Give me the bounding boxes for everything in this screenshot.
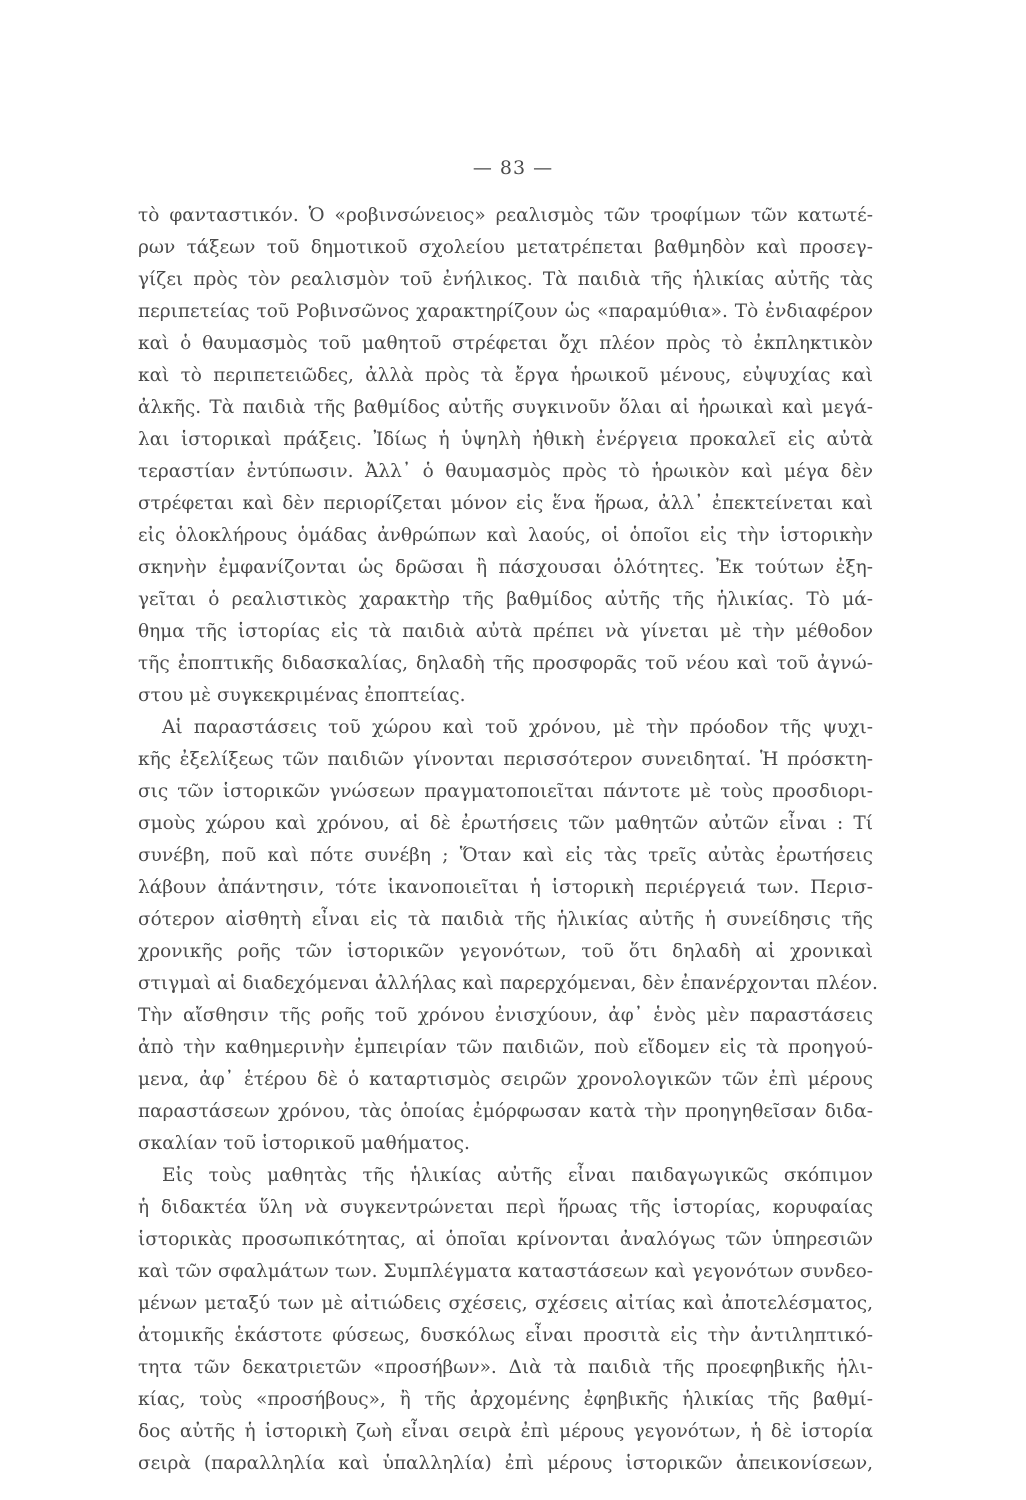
text-line: κίας, τοὺς «προσήβους», ἢ τῆς ἀρχομένης ἐφηβικῆς ἡλικίας τῆς βαθμί- [138,1389,873,1410]
text-line: θημα τῆς ἱστορίας εἰς τὰ παιδιὰ αὐτὰ πρέπει νὰ γίνεται μὲ τὴν μέθοδον [138,621,873,642]
text-line: Αἱ παραστάσεις τοῦ χώρου καὶ τοῦ χρόνου, μὲ τὴν πρόοδον τῆς ψυχι- [162,717,873,738]
text-line: σις τῶν ἱστορικῶν γνώσεων πραγματοποιεῖται πάντοτε μὲ τοὺς προσδιορι- [138,781,873,802]
text-line: τητα τῶν δεκατριετῶν «προσήβων». Διὰ τὰ παιδιὰ τῆς προεφηβικῆς ἡλι- [138,1357,873,1378]
text-line: σκαλίαν τοῦ ἱστορικοῦ μαθήματος. [138,1133,470,1154]
text-line: ἱστορικὰς προσωπικότητας, αἱ ὁποῖαι κρίνονται ἀναλόγως τῶν ὑπηρεσιῶν [138,1229,873,1250]
text-line: στρέφεται καὶ δὲν περιορίζεται μόνον εἰς ἕνα ἥρωα, ἀλλ᾽ ἐπεκτείνεται καὶ [138,493,873,514]
text-line: σότερον αἰσθητὴ εἶναι εἰς τὰ παιδιὰ τῆς ἡλικίας αὐτῆς ἡ συνείδησις τῆς [138,909,873,930]
page-number: — 83 — [472,157,554,179]
text-line: Τὴν αἴσθησιν τῆς ροῆς τοῦ χρόνου ἐνισχύουν, ἀφ᾽ ἑνὸς μὲν παραστάσεις [138,1005,873,1026]
text-line: εἰς ὁλοκλήρους ὁμάδας ἀνθρώπων καὶ λαούς, οἱ ὁποῖοι εἰς τὴν ἱστορικὴν [138,525,873,546]
text-line: δος αὐτῆς ἡ ἱστορικὴ ζωὴ εἶναι σειρὰ ἐπὶ μέρους γεγονότων, ἡ δὲ ἱστορία [138,1421,873,1442]
text-line: παραστάσεων χρόνου, τὰς ὁποίας ἐμόρφωσαν κατὰ τὴν προηγηθεῖσαν διδα- [138,1101,873,1122]
text-line: ἀτομικῆς ἑκάστοτε φύσεως, δυσκόλως εἶναι προσιτὰ εἰς τὴν ἀντιληπτικό- [138,1325,873,1346]
text-line: ἡ διδακτέα ὕλη νὰ συγκεντρώνεται περὶ ἥρωας τῆς ἱστορίας, κορυφαίας [138,1197,873,1218]
text-line: τῆς ἐποπτικῆς διδασκαλίας, δηλαδὴ τῆς προσφορᾶς τοῦ νέου καὶ τοῦ ἀγνώ- [138,653,873,674]
text-line: καὶ ὁ θαυμασμὸς τοῦ μαθητοῦ στρέφεται ὄχι πλέον πρὸς τὸ ἐκπληκτικὸν [138,333,873,354]
text-line: καὶ τὸ περιπετειῶδες, ἀλλὰ πρὸς τὰ ἔργα ἡρωικοῦ μένους, εὐψυχίας καὶ [138,365,873,386]
paragraph-2 [138,712,878,1160]
body-text [138,200,878,1480]
text-line: τεραστίαν ἐντύπωσιν. Ἀλλ᾽ ὁ θαυμασμὸς πρὸς τὸ ἡρωικὸν καὶ μέγα δὲν [138,461,873,482]
text-line: συνέβη, ποῦ καὶ πότε συνέβη ; Ὅταν καὶ εἰς τὰς τρεῖς αὐτὰς ἐρωτήσεις [138,845,873,866]
text-line: λάβουν ἀπάντησιν, τότε ἱκανοποιεῖται ἡ ἱστορικὴ περιέργειά των. Περισ- [138,877,873,898]
text-line: γίζει πρὸς τὸν ρεαλισμὸν τοῦ ἐνήλικος. Τὰ παιδιὰ τῆς ἡλικίας αὐτῆς τὰς [138,269,873,290]
paragraph-3 [138,1160,873,1480]
text-line: μενα, ἀφ᾽ ἑτέρου δὲ ὁ καταρτισμὸς σειρῶν χρονολογικῶν τῶν ἐπὶ μέρους [138,1069,873,1090]
text-line: λαι ἱστορικαὶ πράξεις. Ἰδίως ἡ ὑψηλὴ ἠθικὴ ἐνέργεια προκαλεῖ εἰς αὐτὰ [138,429,873,450]
text-line: σμοὺς χώρου καὶ χρόνου, αἱ δὲ ἐρωτήσεις τῶν μαθητῶν αὐτῶν εἶναι : Τί [138,813,873,834]
text-line: μένων μεταξύ των μὲ αἰτιώδεις σχέσεις, σχέσεις αἰτίας καὶ ἀποτελέσματος, [138,1293,873,1314]
text-line: χρονικῆς ροῆς τῶν ἱστορικῶν γεγονότων, τοῦ ὅτι δηλαδὴ αἱ χρονικαὶ [138,941,873,962]
text-line: κῆς ἐξελίξεως τῶν παιδιῶν γίνονται περισσότερον συνειδηταί. Ἡ πρόσκτη- [138,749,873,770]
text-line: ἀπὸ τὴν καθημερινὴν ἐμπειρίαν τῶν παιδιῶν, ποὺ εἴδομεν εἰς τὰ προηγού- [138,1037,873,1058]
text-line: γεῖται ὁ ρεαλιστικὸς χαρακτὴρ τῆς βαθμίδος αὐτῆς τῆς ἡλικίας. Τὸ μά- [138,589,873,610]
text-line: περιπετείας τοῦ Ροβινσῶνος χαρακτηρίζουν ὡς «παραμύθια». Τὸ ἐνδιαφέρον [138,301,873,322]
text-line: τὸ φανταστικόν. Ὁ «ροβινσώνειος» ρεαλισμὸς τῶν τροφίμων τῶν κατωτέ- [138,205,873,226]
text-line: ρων τάξεων τοῦ δημοτικοῦ σχολείου μετατρέπεται βαθμηδὸν καὶ προσεγ- [138,237,873,258]
text-line: στου μὲ συγκεκριμένας ἐποπτείας. [138,685,466,706]
text-line: στιγμαὶ αἱ διαδεχόμεναι ἀλλήλας καὶ παρερχόμεναι, δὲν ἐπανέρχονται πλέον. [138,973,878,994]
paragraph-1 [138,200,873,712]
text-line: Εἰς τοὺς μαθητὰς τῆς ἡλικίας αὐτῆς εἶναι παιδαγωγικῶς σκόπιμον [162,1165,873,1186]
text-line: σκηνὴν ἐμφανίζονται ὡς δρῶσαι ἢ πάσχουσαι ὁλότητες. Ἐκ τούτων ἐξη- [138,557,873,578]
text-line: ἀλκῆς. Τὰ παιδιὰ τῆς βαθμίδος αὐτῆς συγκινοῦν ὅλαι αἱ ἡρωικαὶ καὶ μεγά- [138,397,873,418]
text-line: καὶ τῶν σφαλμάτων των. Συμπλέγματα καταστάσεων καὶ γεγονότων συνδεο- [138,1261,873,1282]
text-line: σειρὰ (παραλληλία καὶ ὑπαλληλία) ἐπὶ μέρους ἱστορικῶν ἀπεικονίσεων, [138,1453,873,1474]
